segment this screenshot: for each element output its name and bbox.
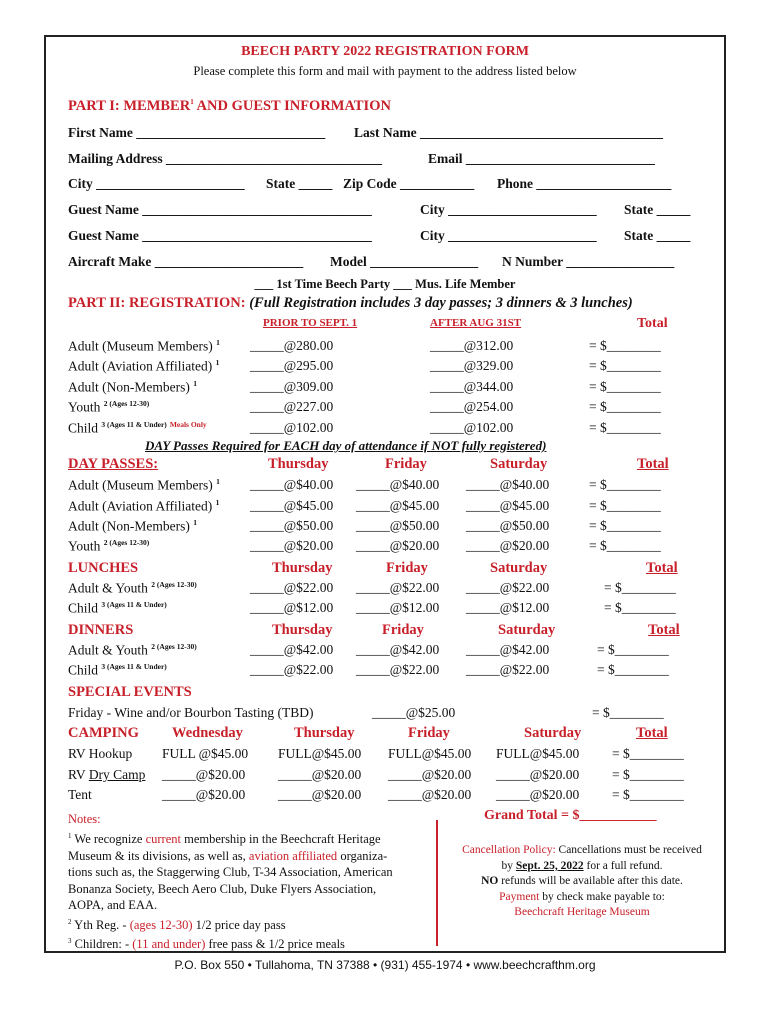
lunches-row-sup: 3 (Ages 11 & Under)	[101, 600, 167, 609]
camp-fri: Friday	[408, 725, 450, 741]
phone-field[interactable]: Phone ____________________	[497, 176, 672, 191]
day_passes-thu-price[interactable]: _____@$20.00	[250, 538, 334, 553]
notes-heading: Notes:	[68, 812, 101, 826]
dinners-row-sup: 2 (Ages 12-30)	[151, 642, 197, 651]
guest1-name-field[interactable]: Guest Name __________________________________	[68, 202, 372, 217]
last-name-field[interactable]: Last Name ____________________________________	[354, 125, 663, 140]
dinners-thu-price[interactable]: _____@$42.00	[250, 642, 334, 657]
day_passes-row-total[interactable]: = $________	[589, 538, 661, 553]
camping-row-label-text: RV Hookup	[68, 746, 133, 761]
camp-wed: Wednesday	[172, 725, 243, 741]
reg-row-label	[68, 358, 219, 375]
day_passes-row-label	[68, 538, 149, 555]
dinner-thu: Thursday	[272, 622, 333, 638]
reg-row-total[interactable]: = $________	[589, 420, 661, 435]
guest2-city-field[interactable]: City ______________________	[420, 228, 597, 243]
camping-row-total[interactable]: = $________	[612, 767, 684, 782]
reg-price-after[interactable]: _____@329.00	[430, 358, 514, 373]
reg-row-meals-only: Meals Only	[169, 420, 207, 429]
lunches-sat-price[interactable]: _____@$22.00	[466, 580, 550, 595]
lunches-heading: LUNCHES	[68, 560, 139, 576]
camping-row-total[interactable]: = $________	[612, 787, 684, 802]
dinner-sat: Saturday	[498, 622, 556, 638]
city-field[interactable]: City ______________________	[68, 176, 245, 191]
lunches-thu-price[interactable]: _____@$12.00	[250, 600, 334, 615]
camping-row-label	[68, 767, 145, 783]
day_passes-sat-price[interactable]: _____@$40.00	[466, 477, 550, 492]
part2-heading: PART II: REGISTRATION: (Full Registration includes 3 day passes; 3 dinners & 3 lunches)	[68, 295, 633, 311]
dinners-fri-price[interactable]: _____@$42.00	[356, 642, 440, 657]
reg-row-sup: 1	[215, 358, 220, 367]
camping-thu-price[interactable]: _____@$20.00	[278, 787, 362, 802]
reg-price-after[interactable]: _____@254.00	[430, 399, 514, 414]
dinners-heading: DINNERS	[68, 622, 134, 638]
day-pass-note: DAY Passes Required for EACH day of attendance if NOT fully registered)	[145, 438, 547, 453]
reg-price-prior[interactable]: _____@227.00	[250, 399, 334, 414]
day_passes-row-label	[68, 518, 197, 535]
camping-sat-price[interactable]: FULL@$45.00	[496, 746, 580, 761]
member-checkboxes[interactable]: ___ 1st Time Beech Party ___ Mus. Life Member	[254, 277, 516, 291]
reg-row-label-text: Child	[68, 420, 99, 436]
reg-price-prior[interactable]: _____@280.00	[250, 338, 334, 353]
day_passes-fri-price[interactable]: _____@$20.00	[356, 538, 440, 553]
col-after: AFTER AUG 31ST	[430, 317, 522, 329]
guest2-name-field[interactable]: Guest Name __________________________________	[68, 228, 372, 243]
wine-tasting-total[interactable]: = $________	[592, 705, 664, 720]
camping-wed-price[interactable]: _____@$20.00	[162, 767, 246, 782]
dinners-row-total[interactable]: = $________	[597, 662, 669, 677]
dinners-row-total[interactable]: = $________	[597, 642, 669, 657]
day_passes-row-sup: 1	[216, 477, 220, 486]
notes-body: $^1$ We recognize current membership in the Beechcraft Heritage Museum & its divisions, as well as, aviation affiliated organiza- tions such as, the Staggerwing Club, T-34 Association, American Bonanza Society, Beech Aero Club, Duke Flyers Association, AOPA, and EAA. $^2$ Yth Reg. - (ages 12-30) 1/2 price day pass $^3$ Children: - (11 and under) free pass & 1/2 price meals	[68, 832, 393, 952]
day_passes-row-total[interactable]: = $________	[589, 498, 661, 513]
reg-price-prior[interactable]: _____@102.00	[250, 420, 334, 435]
reg-price-after[interactable]: _____@102.00	[430, 420, 514, 435]
email-field[interactable]: Email ____________________________	[428, 151, 655, 166]
guest1-state-field[interactable]: State _____	[624, 202, 691, 217]
lunches-row-label	[68, 580, 197, 597]
lunches-row-sup: 2 (Ages 12-30)	[151, 580, 197, 589]
grand-total[interactable]: Grand Total = $___________	[484, 808, 657, 823]
reg-row-total[interactable]: = $________	[589, 338, 661, 353]
reg-row-label	[68, 379, 197, 396]
day-sat: Saturday	[490, 456, 548, 472]
camping-fri-price[interactable]: _____@$20.00	[388, 787, 472, 802]
first-name-field[interactable]: First Name ____________________________	[68, 125, 326, 140]
lunches-row-total[interactable]: = $________	[604, 600, 676, 615]
state-field[interactable]: State _____	[266, 176, 333, 191]
day_passes-row-sup: 1	[215, 498, 220, 507]
lunches-fri-price[interactable]: _____@$12.00	[356, 600, 440, 615]
day_passes-row-label-text: Youth	[68, 538, 101, 554]
camping-row-total[interactable]: = $________	[612, 746, 684, 761]
reg-row-label-text: Adult (Aviation Affiliated)	[68, 358, 213, 374]
camp-sat: Saturday	[524, 725, 582, 741]
footer-address: P.O. Box 550 • Tullahoma, TN 37388 • (931) 455-1974 • www.beechcrafthm.org	[174, 958, 596, 972]
reg-row-sup: 3 (Ages 11 & Under)	[101, 420, 167, 429]
col-prior: PRIOR TO SEPT. 1	[263, 317, 358, 329]
camping-sat-price[interactable]: _____@$20.00	[496, 787, 580, 802]
lunches-row-label-text: Adult & Youth	[68, 580, 148, 596]
wine-tasting-price[interactable]: _____@$25.00	[372, 705, 456, 720]
reg-row-label	[68, 338, 220, 355]
reg-row-total[interactable]: = $________	[589, 399, 661, 414]
day_passes-thu-price[interactable]: _____@$45.00	[250, 498, 334, 513]
mailing-address-field[interactable]: Mailing Address ________________________________	[68, 151, 383, 166]
col-total: Total	[637, 316, 668, 331]
dinner-fri: Friday	[382, 622, 424, 638]
dinners-row-sup: 3 (Ages 11 & Under)	[101, 662, 167, 671]
lunches-row-total[interactable]: = $________	[604, 580, 676, 595]
reg-row-total[interactable]: = $________	[589, 358, 661, 373]
day_passes-fri-price[interactable]: _____@$45.00	[356, 498, 440, 513]
special-events-heading: SPECIAL EVENTS	[68, 684, 192, 700]
lunches-fri-price[interactable]: _____@$22.00	[356, 580, 440, 595]
reg-price-after[interactable]: _____@344.00	[430, 379, 514, 394]
dinners-row-label	[68, 662, 167, 679]
camping-row-label	[68, 787, 92, 803]
aircraft-make-field[interactable]: Aircraft Make ______________________	[68, 254, 304, 269]
lunches-row-label	[68, 600, 167, 617]
lunch-fri: Friday	[386, 560, 428, 576]
day-fri: Friday	[385, 456, 427, 472]
reg-price-after[interactable]: _____@312.00	[430, 338, 514, 353]
camping-fri-price[interactable]: FULL@$45.00	[388, 746, 472, 761]
day_passes-sat-price[interactable]: _____@$50.00	[466, 518, 550, 533]
lunches-thu-price[interactable]: _____@$22.00	[250, 580, 334, 595]
reg-row-label	[68, 420, 207, 437]
reg-row-total[interactable]: = $________	[589, 379, 661, 394]
day_passes-fri-price[interactable]: _____@$50.00	[356, 518, 440, 533]
day_passes-row-label-text: Adult (Non-Members)	[68, 518, 190, 534]
reg-row-sup: 1	[216, 338, 220, 347]
day_passes-sat-price[interactable]: _____@$45.00	[466, 498, 550, 513]
camping-thu-price[interactable]: FULL@$45.00	[278, 746, 362, 761]
reg-row-label-text: Adult (Non-Members)	[68, 379, 190, 395]
day_passes-row-total[interactable]: = $________	[589, 518, 661, 533]
dinners-row-label-text: Adult & Youth	[68, 642, 148, 658]
lunches-sat-price[interactable]: _____@$12.00	[466, 600, 550, 615]
form-subtitle: Please complete this form and mail with payment to the address listed below	[193, 64, 577, 78]
dinners-fri-price[interactable]: _____@$22.00	[356, 662, 440, 677]
day_passes-row-sup: 2 (Ages 12-30)	[103, 538, 150, 547]
guest1-city-field[interactable]: City ______________________	[420, 202, 597, 217]
dinners-thu-price[interactable]: _____@$22.00	[250, 662, 334, 677]
lunch-thu: Thursday	[272, 560, 333, 576]
dinner-total: Total	[648, 622, 680, 638]
reg-price-prior[interactable]: _____@309.00	[250, 379, 334, 394]
camping-row-label-underlined: Dry Camp	[88, 767, 146, 782]
part1-heading: PART I: MEMBER$^1$ AND GUEST INFORMATION	[68, 98, 391, 114]
n-number-field[interactable]: N Number ________________	[502, 254, 675, 269]
zip-field[interactable]: Zip Code ___________	[343, 176, 475, 191]
day-total: Total	[637, 456, 669, 472]
form-title: BEECH PARTY 2022 REGISTRATION FORM	[241, 44, 529, 59]
camping-row-label	[68, 746, 132, 762]
day-passes-heading: DAY PASSES:	[68, 456, 159, 472]
lunches-row-label-text: Child	[68, 600, 99, 616]
camping-sat-price[interactable]: _____@$20.00	[496, 767, 580, 782]
camping-row-label-text: Tent	[68, 787, 92, 802]
dinners-sat-price[interactable]: _____@$22.00	[466, 662, 550, 677]
lunch-sat: Saturday	[490, 560, 548, 576]
day_passes-sat-price[interactable]: _____@$20.00	[466, 538, 550, 553]
day_passes-thu-price[interactable]: _____@$40.00	[250, 477, 334, 492]
reg-row-sup: 1	[193, 379, 197, 388]
model-field[interactable]: Model ________________	[330, 254, 479, 269]
reg-row-label	[68, 399, 149, 416]
day_passes-fri-price[interactable]: _____@$40.00	[356, 477, 440, 492]
day_passes-thu-price[interactable]: _____@$50.00	[250, 518, 334, 533]
reg-row-label-text: Youth	[68, 399, 101, 415]
lunch-total: Total	[646, 560, 678, 576]
cancellation-policy: Cancellation Policy: Cancellations must be received by Sept. 25, 2022 for a full refund. NO refunds will be available after this date. Payment by check make payable to: Beechcraft Heritage Museum	[462, 844, 702, 918]
dinners-row-label	[68, 642, 197, 659]
reg-price-prior[interactable]: _____@295.00	[250, 358, 334, 373]
dinners-sat-price[interactable]: _____@$42.00	[466, 642, 550, 657]
camping-row-label-text: RV	[68, 767, 89, 782]
camp-total: Total	[636, 725, 668, 741]
camping-wed-price[interactable]: _____@$20.00	[162, 787, 246, 802]
day_passes-row-total[interactable]: = $________	[589, 477, 661, 492]
day_passes-row-label-text: Adult (Museum Members)	[68, 477, 213, 493]
camp-thu: Thursday	[294, 725, 355, 741]
camping-thu-price[interactable]: _____@$20.00	[278, 767, 362, 782]
guest2-state-field[interactable]: State _____	[624, 228, 691, 243]
day_passes-row-label	[68, 498, 219, 515]
camping-heading: CAMPING	[68, 725, 139, 741]
notes-divider	[436, 820, 438, 946]
camping-wed-price[interactable]: FULL @$45.00	[162, 746, 249, 761]
day-thu: Thursday	[268, 456, 329, 472]
camping-fri-price[interactable]: _____@$20.00	[388, 767, 472, 782]
dinners-row-label-text: Child	[68, 662, 99, 678]
day_passes-row-label	[68, 477, 220, 494]
wine-tasting-label: Friday - Wine and/or Bourbon Tasting (TBD)	[68, 705, 314, 720]
day_passes-row-sup: 1	[193, 518, 197, 527]
day_passes-row-label-text: Adult (Aviation Affiliated)	[68, 498, 213, 514]
reg-row-sup: 2 (Ages 12-30)	[103, 399, 150, 408]
reg-row-label-text: Adult (Museum Members)	[68, 338, 213, 354]
